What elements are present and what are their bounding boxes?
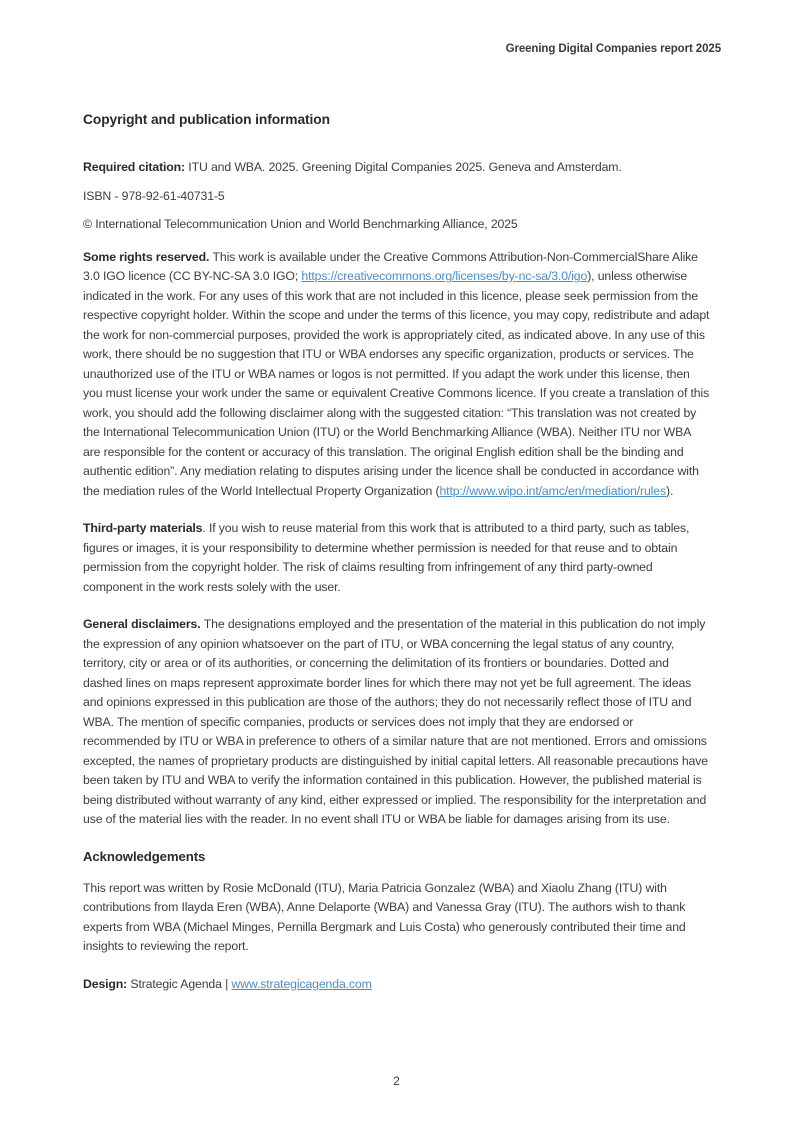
bold-lead-text: General disclaimers. [83, 617, 204, 631]
body-text: ITU and WBA. 2025. Greening Digital Companies 2025. Geneva and Amsterdam. [188, 160, 622, 174]
body-text: This work is available under the Creative Commons Attribution-Non-CommercialShare Alike 3.0 IGO licence (CC BY-NC-SA 3.0 IGO; [83, 249, 698, 283]
paragraph-isbn [83, 187, 711, 207]
paragraph-general-disclaimers [83, 615, 711, 830]
paragraph-design [83, 975, 711, 995]
paragraph-some-rights-reserved [83, 248, 711, 502]
page-title [83, 111, 711, 128]
body-text: ISBN - 978-92-61-40731-5 [83, 188, 225, 203]
bold-lead-text: Third-party materials [83, 521, 203, 535]
paragraph-copyright [83, 215, 711, 235]
body-text: The designations employed and the presentation of the material in this publication do not imply the expression of any opinion whatsoever on the part of ITU, or WBA concerning the legal status of any country, territory, city or area or of its authorities, or concerning the delimitation of its frontiers or boundaries. Dotted and dashed lines on maps represent approximate border lines for which there may not yet be full agreement. The ideas and opinions expressed in this publication are those of the authors; they do not necessarily reflect those of ITU and WBA. The mention of specific companies, products or services does not imply that they are endorsed or recommended by ITU or WBA in preference to others of a similar nature that are not mentioned. Errors and omissions excepted, the names of proprietary products are distinguished by initial capital letters. All reasonable precautions have been taken by ITU and WBA to verify the information contained in this publication. However, the published material is being distributed without warranty of any kind, either expressed or implied. The responsibility for the interpretation and use of the material lies with the reader. In no event shall ITU or WBA be liable for damages arising from its use. [83, 617, 708, 826]
link-creative-commons-licence[interactable]: https://creativecommons.org/licenses/by-nc-sa/3.0/igo [301, 269, 588, 283]
paragraph-acknowledgements-text [83, 879, 711, 957]
paragraph-third-party-materials [83, 519, 711, 597]
link-strategic-agenda[interactable]: www.strategicagenda.com [231, 976, 372, 991]
body-text: ), unless otherwise indicated in the work. For any uses of this work that are not included in this licence, please seek permission from the respective copyright holder. Within the scope and under the terms of this licence, you may copy, redistribute and adapt the work for non-commercial purposes, provided the work is appropriately cited, as indicated above. In any use of this work, there should be no suggestion that ITU or WBA endorses any specific organization, products or services. The unauthorized use of the ITU or WBA names or logos is not permitted. If you adapt the work under this license, then you must license your work under the same or equivalent Creative Commons licence. If you create a translation of this work, you should add the following disclaimer along with the suggested citation: “This translation was not created by the International Telecommunication Union (ITU) or the World Benchmarking Alliance (WBA). Neither ITU nor WBA are responsible for the content or accuracy of this translation. The original English edition shall be the binding and authentic edition”. Any mediation relating to disputes arising under the licence shall be conducted in accordance with the mediation rules of the World Intellectual Property Organization ( [83, 269, 710, 498]
body-text: © International Telecommunication Union and World Benchmarking Alliance, 2025 [83, 217, 518, 231]
link-wipo-mediation-rules[interactable]: http://www.wipo.int/amc/en/mediation/rules [439, 483, 666, 498]
acknowledgements-heading [83, 848, 711, 865]
bold-lead-text: Some rights reserved. [83, 249, 213, 264]
bold-lead-text: Required citation: [83, 160, 189, 174]
page-number: 2 [393, 1074, 400, 1088]
bold-lead-text: Design: [83, 976, 131, 991]
body-text: Strategic Agenda | [130, 976, 232, 991]
paragraph-required-citation [83, 158, 711, 178]
bold-lead-text: Acknowledgements [83, 848, 206, 864]
bold-lead-text: Copyright and publication information [83, 112, 330, 127]
page-content [83, 111, 711, 1012]
body-text: . If you wish to reuse material from this work that is attributed to a third party, such as tables, figures or images, it is your responsibility to determine whether permission is needed for that reuse and to obtain permission from the copyright holder. The risk of claims resulting from infringement of any third party-owned component in the work rests solely with the user. [83, 521, 690, 594]
body-text: ). [665, 483, 674, 498]
body-text: This report was written by Rosie McDonald (ITU), Maria Patricia Gonzalez (WBA) and Xiaolu Zhang (ITU) with contributions from Ilayda Eren (WBA), Anne Delaporte (WBA) and Vanessa Gray (ITU). The authors wish to thank experts from WBA (Michael Minges, Pernilla Bergmark and Luis Costa) who generously contributed their time and insights to reviewing the report. [83, 880, 686, 953]
running-header: Greening Digital Companies report 2025 [505, 43, 721, 55]
